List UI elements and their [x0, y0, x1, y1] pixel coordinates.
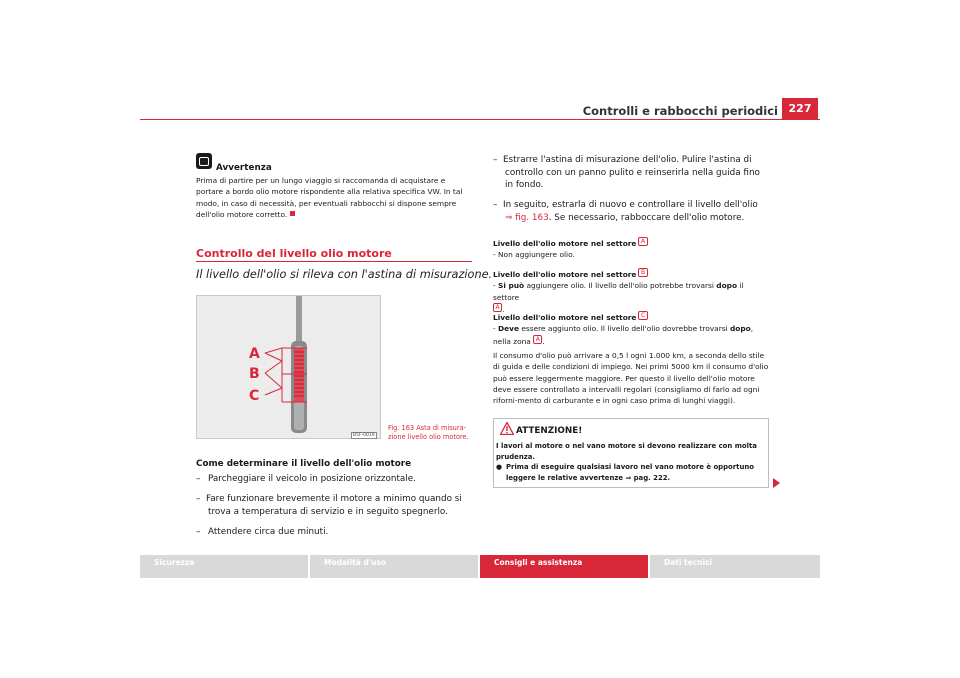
dipstick-illustration [197, 296, 380, 438]
section-subtitle: Il livello dell'olio si rileva con l'astina di misurazione. [196, 268, 493, 281]
section-title: Controllo del livello olio motore [196, 247, 392, 260]
bullet-icon: ● [496, 463, 503, 472]
end-of-section-marker [290, 211, 295, 216]
dipstick-figure [196, 295, 381, 439]
note-icon [196, 153, 212, 169]
footer-tab-consigli-e-assistenza[interactable]: Consigli e assistenza [480, 555, 648, 578]
footer-tab-dati-tecnici[interactable]: Dati tecnici [650, 555, 820, 578]
level-tag: C [638, 311, 647, 320]
level-c-block: Livello dell'olio motore nel settore C - Deve essere aggiunto olio. Il livello dell'olio dovrebbe trovarsi dopo, nella zona A . [493, 312, 754, 346]
procedure-step: – Parcheggiare il veicolo in posizione orizzontale. [196, 474, 416, 484]
level-tag: A [533, 335, 542, 344]
note-heading: Avvertenza [216, 163, 272, 173]
level-a-block: Livello dell'olio motore nel settore A - Non aggiungere olio. [493, 237, 769, 261]
footer-tab-modalita-duso[interactable]: Modalità d'uso [310, 555, 478, 578]
level-tag: A [493, 303, 502, 312]
footer-tab-sicurezza[interactable]: Sicurezza [140, 555, 308, 578]
figure-label-c: C [249, 388, 260, 404]
attention-bullet: ● Prima di eseguire qualsiasi lavoro nel vano motore è opportuno leggere le relative avvertenze ⇒ pag. 222. [496, 463, 755, 482]
level-tag: A [638, 237, 647, 246]
page-number: 227 [782, 98, 818, 120]
procedure-heading: Come determinare il livello dell'olio motore [196, 459, 412, 469]
procedure-step: – Attendere circa due minuti. [196, 527, 329, 537]
attention-line: I lavori al motore o nel vano motore si devono realizzare con molta prudenza. [496, 442, 757, 461]
level-b-block: Livello dell'olio motore nel settore B - Si può aggiungere olio. Il livello dell'olio potrebbe trovarsi dopo il settore A . [493, 269, 744, 314]
procedure-step: – Estrarre l'astina di misurazione dell'olio. Pulire l'astina di controllo con un panno pulito e reinserirla nella guida fino in fondo. [493, 155, 760, 191]
attention-title: ATTENZIONE! [516, 426, 583, 436]
section-rule [196, 261, 472, 262]
note-body [196, 175, 472, 220]
consumption-text: Il consumo d'olio può arrivare a 0,5 l ogni 1.000 km, a seconda dello stile di guida e delle condizioni di impiego. Nei primi 5000 km il consumo d'olio può essere leggermente maggiore. Per questo il livello dell'olio motore deve essere controllato a intervalli regolari (consigliamo di farlo ad ogni riforni-mento di carburante e in ogni caso prima di lunghi viaggi). [493, 351, 769, 406]
running-header-title: Controlli e rabbocchi periodici [582, 104, 778, 118]
figure-caption: Fig. 163 Asta di misura-zione livello olio motore. [388, 424, 469, 441]
header-rule [140, 119, 820, 120]
procedure-step: – In seguito, estrarla di nuovo e controllare il livello dell'olio ⇒ fig. 163. Se necessario, rabboccare dell'olio motore. [493, 200, 758, 223]
figure-link[interactable]: ⇒ fig. 163 [505, 212, 549, 223]
note-text: Prima di partire per un lungo viaggio si raccomanda di acquistare e portare a bordo olio motore rispondente alla relativa specifica VW. In tal modo, in caso di necessità, per eventuali rabbocchi si dispone sempre dell'olio motore corretto. [196, 176, 463, 219]
next-page-arrow-icon[interactable] [773, 478, 780, 488]
figure-label-a: A [249, 346, 260, 362]
warning-triangle-icon [500, 422, 514, 435]
procedure-step: – Fare funzionare brevemente il motore a minimo quando si trova a temperatura di servizio e in seguito spegnerlo. [196, 494, 462, 517]
figure-code: B5F-0019 [353, 433, 375, 438]
attention-body [496, 441, 768, 483]
figure-label-b: B [249, 366, 260, 382]
level-tag: B [638, 268, 647, 277]
